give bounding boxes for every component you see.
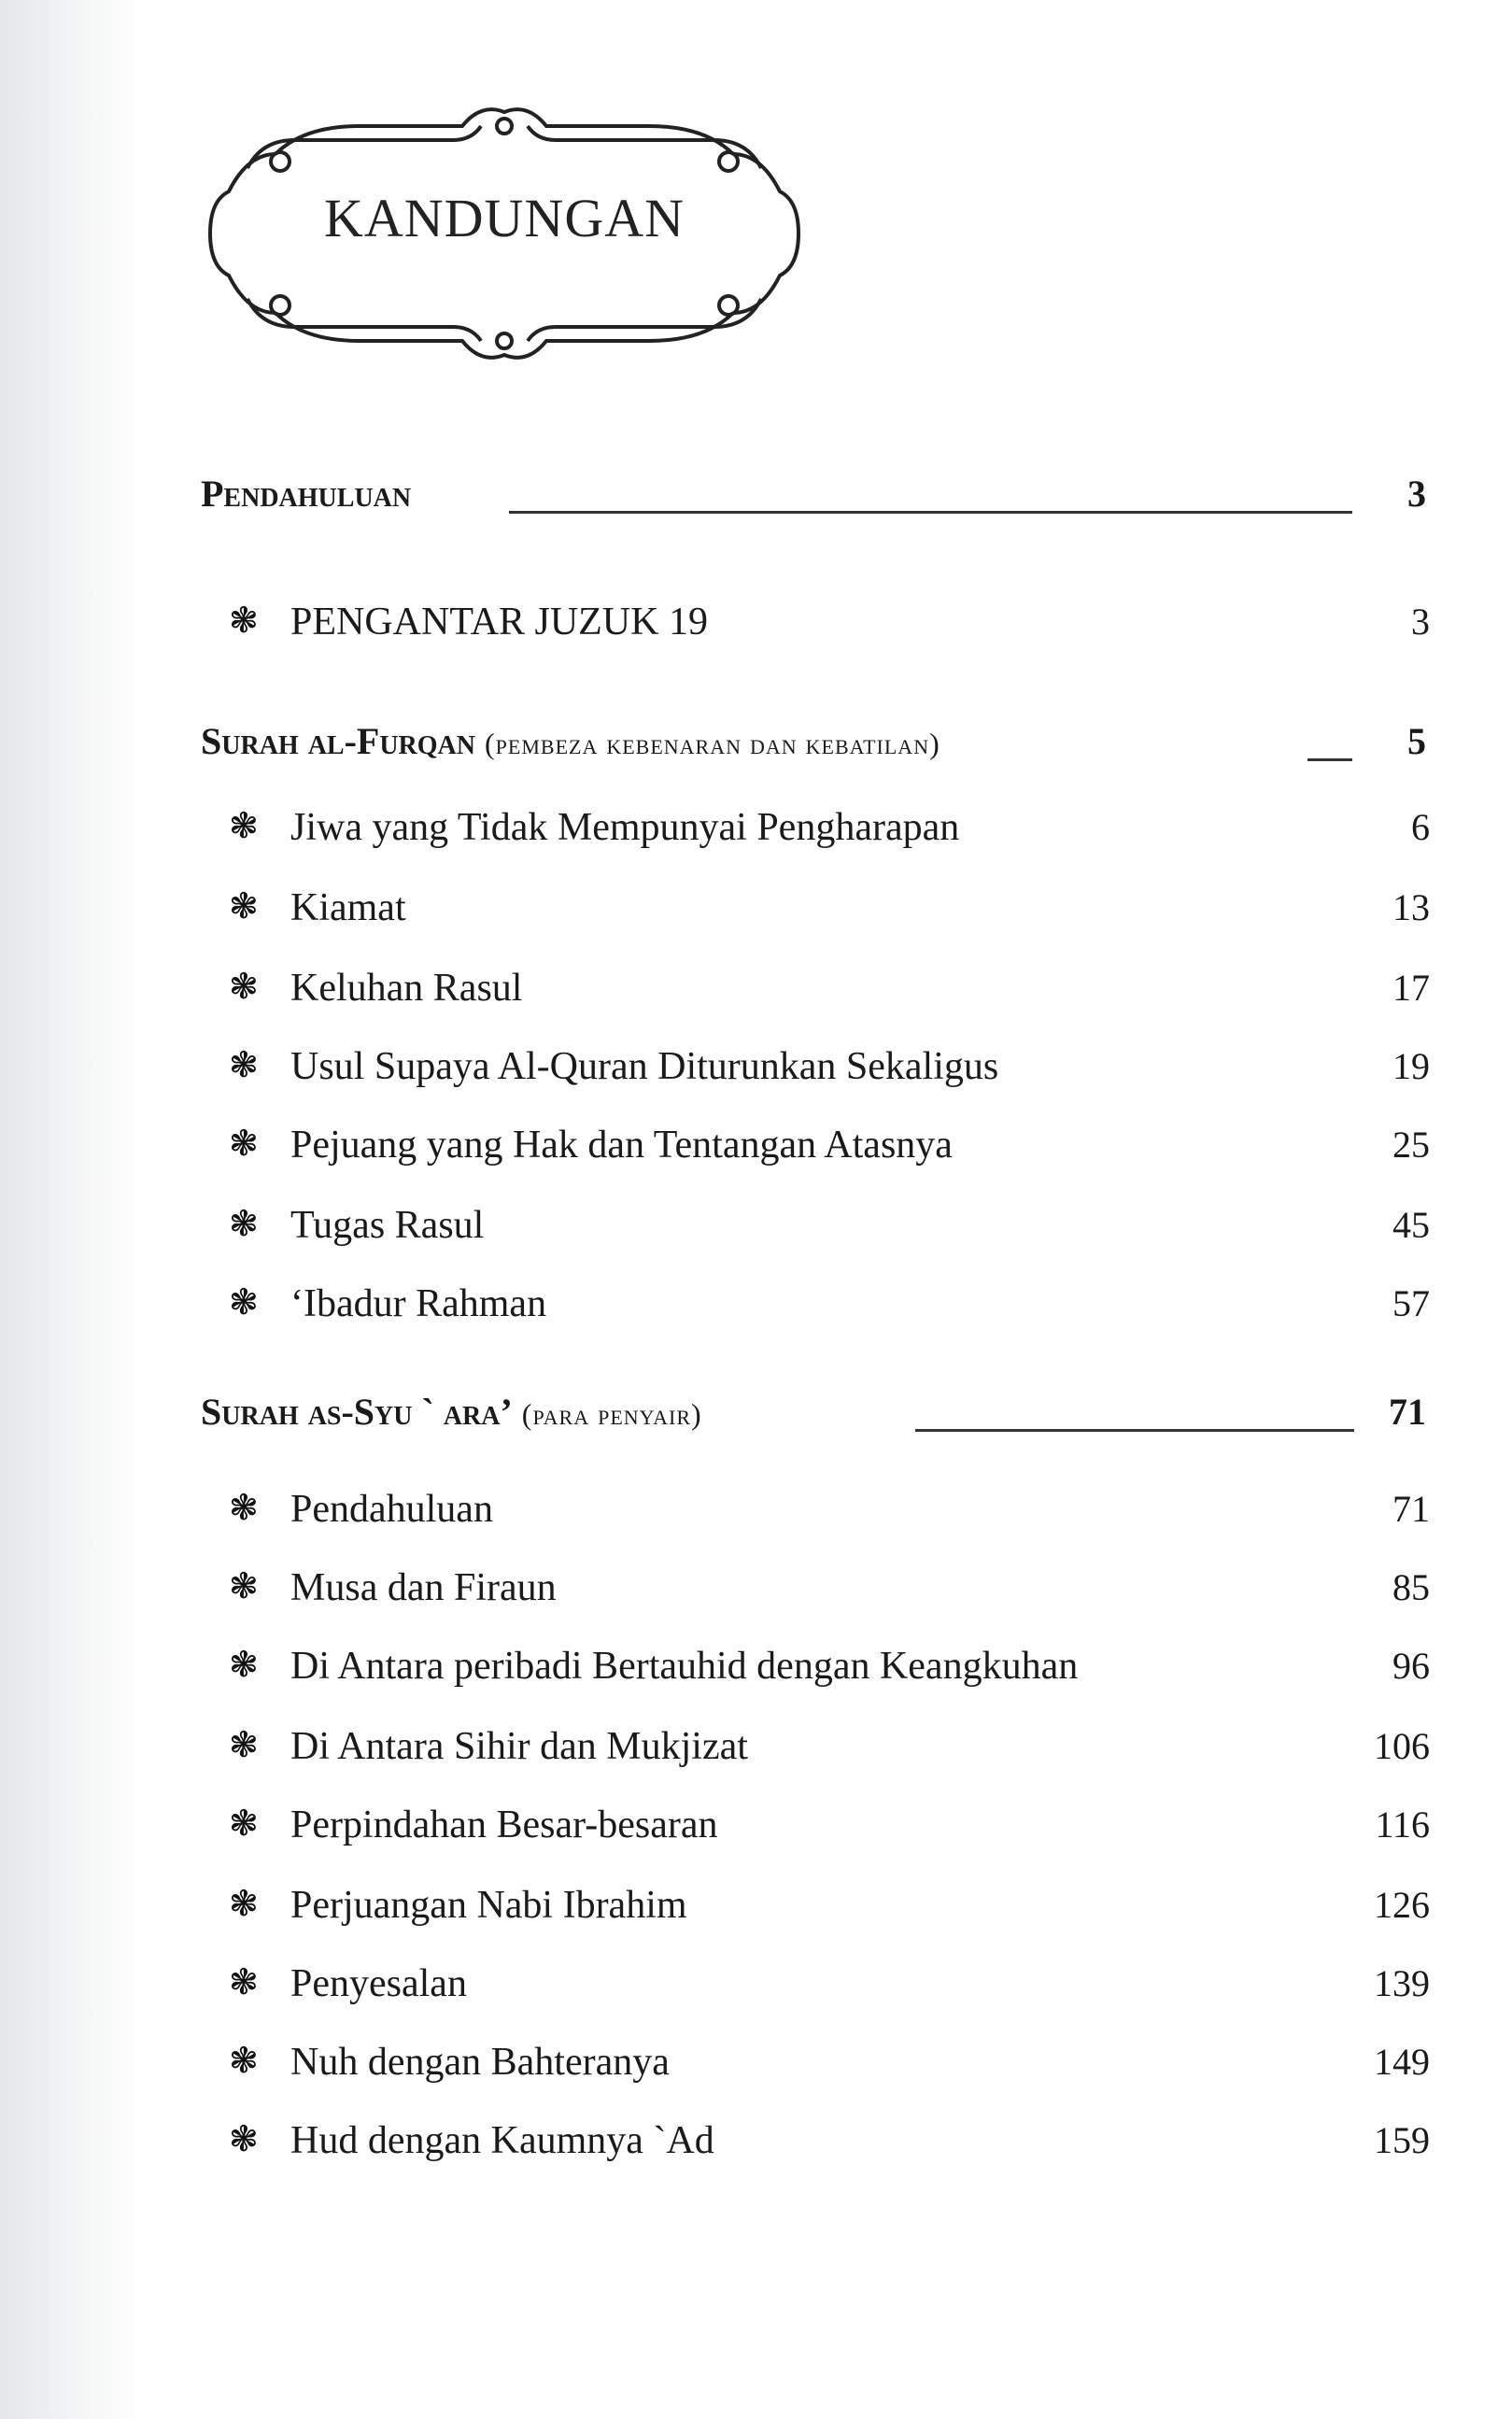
page-number: 96 xyxy=(1392,1645,1430,1687)
section-title-text: Pendahuluan xyxy=(201,473,412,515)
page-number: 6 xyxy=(1411,806,1430,848)
toc-section-row xyxy=(0,1390,1512,1446)
snowflake-bullet-icon: ❃ xyxy=(229,1046,259,1085)
toc-item-row xyxy=(0,1487,1512,1543)
page-number: 116 xyxy=(1375,1804,1430,1846)
page-title: KANDUNGAN xyxy=(324,188,685,248)
section-title-text: Surah as-Syu ` ara’ xyxy=(201,1391,513,1433)
toc-item-row xyxy=(0,1281,1512,1337)
snowflake-bullet-icon: ❃ xyxy=(229,1885,259,1924)
item-title: Penyesalan xyxy=(290,1962,467,2005)
toc-item-row xyxy=(0,966,1512,1022)
page-number: 13 xyxy=(1392,886,1430,928)
section-subtitle: (para penyair) xyxy=(521,1397,702,1431)
snowflake-bullet-icon: ❃ xyxy=(229,1125,259,1164)
leader-line xyxy=(915,1429,1354,1432)
page-number: 139 xyxy=(1374,1962,1430,2004)
toc-item-row xyxy=(0,2118,1512,2174)
snowflake-bullet-icon: ❃ xyxy=(229,2120,259,2159)
page-number: 71 xyxy=(1392,1488,1430,1530)
item-title: Di Antara peribadi Bertauhid dengan Keangkuhan xyxy=(290,1645,1079,1688)
page-number: 57 xyxy=(1392,1282,1430,1324)
item-title: ‘Ibadur Rahman xyxy=(290,1282,547,1325)
snowflake-bullet-icon: ❃ xyxy=(229,2042,259,2081)
item-title: Perpindahan Besar-besaran xyxy=(290,1804,718,1846)
snowflake-bullet-icon: ❃ xyxy=(229,1205,259,1244)
section-title xyxy=(201,472,411,516)
snowflake-bullet-icon: ❃ xyxy=(229,1963,259,2002)
toc-section-row xyxy=(0,719,1512,775)
toc-item-row xyxy=(0,1644,1512,1700)
page-number: 19 xyxy=(1392,1045,1430,1087)
page-number: 149 xyxy=(1374,2041,1430,2083)
leader-line xyxy=(1307,758,1352,761)
snowflake-bullet-icon: ❃ xyxy=(229,601,259,641)
snowflake-bullet-icon: ❃ xyxy=(229,1646,259,1685)
item-title: Musa dan Firaun xyxy=(290,1566,557,1609)
item-title: Tugas Rasul xyxy=(290,1204,485,1247)
item-title: Kiamat xyxy=(290,886,406,929)
page-number: 3 xyxy=(1407,473,1426,515)
item-title: Hud dengan Kaumnya `Ad xyxy=(290,2119,714,2162)
page-number: 17 xyxy=(1392,967,1430,1009)
toc-item-row xyxy=(0,1803,1512,1859)
section-subtitle: (pembeza kebenaran dan kebatilan) xyxy=(485,727,940,760)
toc-item-row xyxy=(0,1883,1512,1939)
item-title: PENGANTAR JUZUK 19 xyxy=(290,601,708,644)
item-title: Pejuang yang Hak dan Tentangan Atasnya xyxy=(290,1124,953,1167)
snowflake-bullet-icon: ❃ xyxy=(229,1283,259,1323)
page-number: 5 xyxy=(1407,720,1426,762)
snowflake-bullet-icon: ❃ xyxy=(229,1726,259,1765)
toc-item-row xyxy=(0,1044,1512,1100)
toc-item-row xyxy=(0,2040,1512,2096)
page-number: 45 xyxy=(1392,1204,1430,1246)
toc-item-row xyxy=(0,805,1512,861)
item-title: Pendahuluan xyxy=(290,1488,493,1531)
page-number: 25 xyxy=(1392,1124,1430,1166)
item-title: Perjuangan Nabi Ibrahim xyxy=(290,1884,687,1927)
item-title: Usul Supaya Al-Quran Diturunkan Sekaligus xyxy=(290,1045,999,1088)
toc-item-row xyxy=(0,600,1512,656)
snowflake-bullet-icon: ❃ xyxy=(229,1804,259,1844)
page-number: 71 xyxy=(1389,1391,1426,1433)
item-title: Jiwa yang Tidak Mempunyai Pengharapan xyxy=(290,806,960,849)
toc-item-row xyxy=(0,885,1512,941)
snowflake-bullet-icon: ❃ xyxy=(229,887,259,927)
toc-section-row xyxy=(0,472,1512,528)
toc-item-row xyxy=(0,1203,1512,1259)
snowflake-bullet-icon: ❃ xyxy=(229,1489,259,1528)
toc-item-row xyxy=(0,1961,1512,2017)
item-title: Nuh dengan Bahteranya xyxy=(290,2041,670,2084)
snowflake-bullet-icon: ❃ xyxy=(229,807,259,846)
toc-item-row xyxy=(0,1123,1512,1179)
leader-line xyxy=(509,511,1352,514)
snowflake-bullet-icon: ❃ xyxy=(229,968,259,1007)
page-number: 85 xyxy=(1392,1566,1430,1608)
item-title: Keluhan Rasul xyxy=(290,967,523,1010)
page-number: 126 xyxy=(1374,1884,1430,1926)
section-title xyxy=(201,1390,702,1434)
page-number: 159 xyxy=(1374,2119,1430,2161)
section-title xyxy=(201,719,940,763)
toc-item-row xyxy=(0,1565,1512,1621)
item-title: Di Antara Sihir dan Mukjizat xyxy=(290,1725,748,1768)
section-title-text: Surah al-Furqan xyxy=(201,720,475,762)
snowflake-bullet-icon: ❃ xyxy=(229,1567,259,1606)
page-number: 3 xyxy=(1411,601,1430,643)
toc-item-row xyxy=(0,1724,1512,1780)
page-number: 106 xyxy=(1374,1725,1430,1767)
